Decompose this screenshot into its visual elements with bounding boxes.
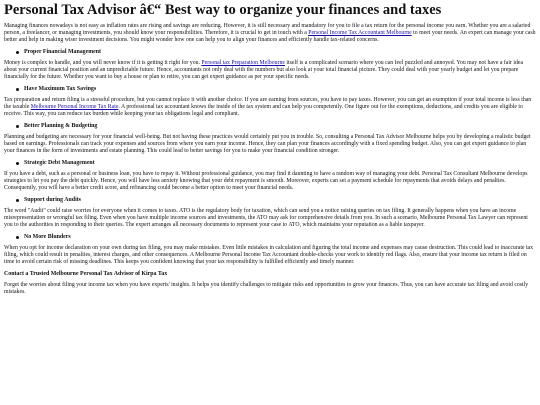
bullet-icon	[16, 51, 19, 54]
bullet-icon	[16, 162, 19, 165]
section-text-before: Tax preparation and return filing is a stressful procedure, but you cannot replace it with another choice. If you are earning from sources, you have to pay taxes. However, you can get an exemption if your total income is less than the taxable	[4, 97, 532, 110]
personal-income-tax-accountant-link[interactable]: Personal Income Tax Accountant Melbourne	[308, 30, 412, 36]
bullet-icon	[16, 88, 19, 91]
intro-paragraph	[4, 23, 536, 44]
section-paragraph	[4, 60, 536, 81]
section-paragraph: Planning and budgeting are necessary for your financial well-being. But not having these practices would certainly put you in trouble. So, consulting a Personal Tax Advisor Melbourne helps you by developing a realistic budget based on earnings. Professionals can track your expenses and sources from where you earn your income. Hence, they can plan your finances accordingly with a fixed spending budget. Also, you can get expert guidance to plan your finances in the form of investments and estate planning. This could lead to better savings for you to make your financial condition stronger.	[4, 134, 531, 154]
section-paragraph	[4, 97, 536, 118]
section-paragraph: When you opt for income declaration on your own during tax filing, you may make mistakes. Even little mistakes in calculation and figuring the total income and expenses may cause destruction. This could lead to inaccurate tax filing, which could result in penalties, interest charges, and other consequences. A Melbourne Personal Income Tax Accountant double-checks your work to identify red flags. Also, ensure that your income tax return is filed on time to avoid certain risk of missing deadlines. This keeps you confident knowing that your tax responsibility is fulfilled efficiently and timely manner.	[4, 245, 534, 265]
section-heading-financial-management	[16, 49, 536, 56]
section-paragraph: If you have a debt, such as a personal or business loan, you have to repay it. Without professional guidance, you may find it daunting to have a random way of managing your debt. Personal Tax Consultant Melbourne develops strategies to let you pay the debt quickly. Hence, you will have less anxiety knowing that your debt repayment is smooth. Moreover, experts can set a payment schedule for repayments that avoids delays and penalties. Consequently, you will have a better credit score, and refinancing could become a better option to meet your financial needs.	[4, 171, 528, 191]
section-heading-label: No More Blunders	[24, 234, 71, 240]
personal-tax-preparation-link[interactable]: Personal tax Preparation Melbourne	[201, 60, 285, 66]
section-heading-label: Strategic Debt Management	[24, 160, 95, 166]
bullet-icon	[16, 125, 19, 128]
section-heading-debt-management	[16, 160, 536, 167]
bullet-icon	[16, 236, 19, 239]
section-heading-label: Have Maximum Tax Savings	[24, 86, 97, 92]
personal-income-tax-rate-link[interactable]: Melbourne Personal Income Tax Rate	[30, 104, 119, 110]
section-text-before: Money is complex to handle, and you will never know if it is getting it right for you.	[4, 60, 202, 66]
section-heading-label: Proper Financial Management	[24, 49, 102, 55]
section-heading-label: Better Planning & Budgeting	[24, 123, 98, 129]
section-heading-tax-savings	[16, 86, 536, 93]
section-heading-audit-support	[16, 197, 536, 204]
page-title: Personal Tax Advisor â€“ Best way to organize your finances and taxes	[4, 2, 442, 18]
intro-text-before: Managing finances nowadays is not easy as inflation rates are rising and savings are reducing. However, it is still necessary and mandatory for you to file a tax return for the personal income you earn. Whether you are a salaried person, a freelancer, or managing investments, you should know your responsibilities. Therefore, it is crucial to get in touch with a	[4, 23, 531, 36]
intro-text-after: to meet your needs. An expert can manage your cash better and help in making wiser investment decisions. You might wonder how one can help you to align your finances and efficiently handle tax-related concerns.	[4, 30, 536, 43]
section-paragraph: The word "Audit" could raise worries for everyone when it comes to taxes. ATO is the regulatory body for taxation, which can send you a notice raising queries on tax filing. It generally happens when you have an income misrepresentation or wrongful tax filing. Even when you have multiple income sources and investments, the ATO may ask for comprehensive details from you. In such a scenario, Melbourne Personal Tax Lawyer can represent you to the authorities in responding to their queries. The expert arranges all necessary documents to represent your case to ATO, which maintains your reputation as a liable taxpayer.	[4, 208, 528, 228]
section-heading-no-blunders	[16, 234, 536, 241]
section-text-after: . A professional tax accountant knows the inside of the tax system and can help you competently. One figure out for the exemptions, deductions, and credits you are eligible to receive. This way, you can reduce tax burden while keeping your tax obligations legal and compliant.	[4, 104, 523, 117]
section-heading-label: Support during Audits	[24, 197, 81, 203]
contact-heading: Contact a Trusted Melbourne Personal Tax Advisor of Kirpa Tax	[4, 271, 168, 277]
bullet-icon	[16, 199, 19, 202]
contact-paragraph: Forget the worries about filing your income tax when you have experts' insights. It helps you identify challenges to mitigate risks and opportunities to grow your finances. Thus, you can have accurate tax filing and avoid costly mistakes.	[4, 282, 529, 295]
section-text-after: itself is a complicated scenario where you can feel puzzled and annoyed. You may not have a fair idea about your current financial position and an unpredictable future. Hence, accountants not only deal with the numbers but also look at your total financial picture. They could deal with your yearly budget and let you prepare financially for the future. Whether you want to buy a house or plan to retire, you can get expert guidance as per your specific needs.	[4, 60, 524, 80]
section-heading-planning-budgeting	[16, 123, 536, 130]
